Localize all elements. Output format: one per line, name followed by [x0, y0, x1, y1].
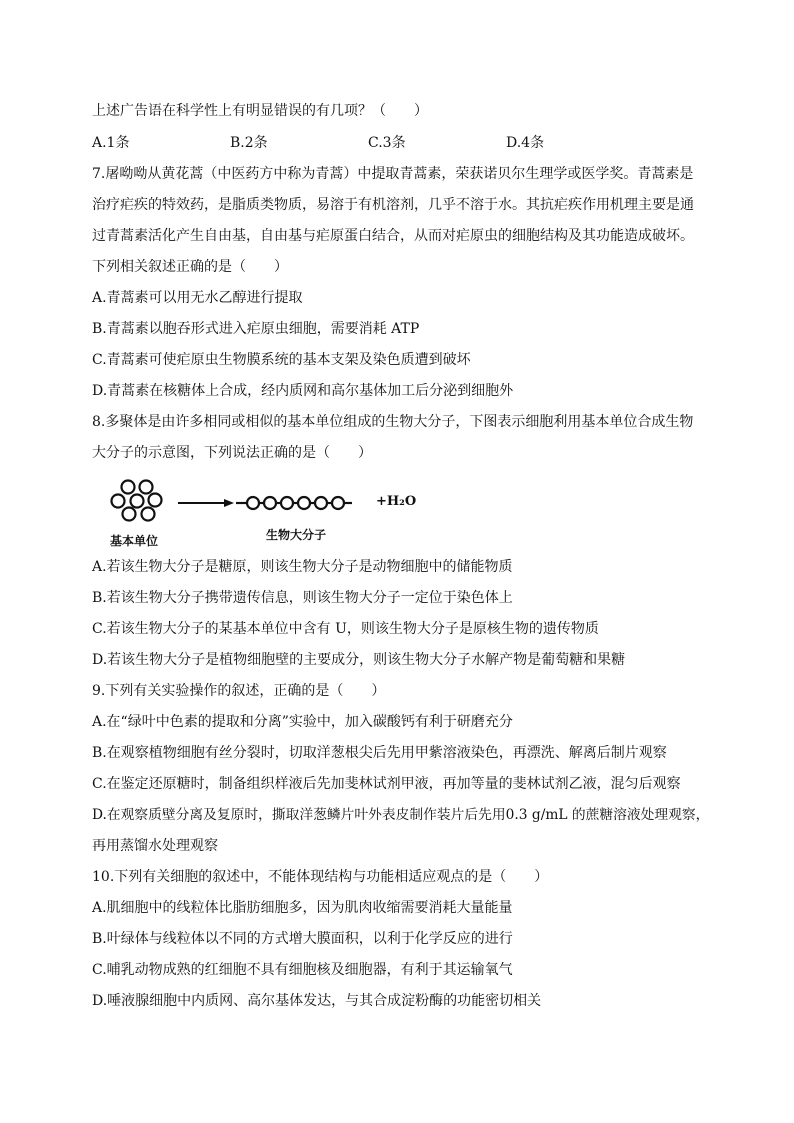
q7-option-d: D.青蒿素在核糖体上合成，经内质网和高尔基体加工后分泌到细胞外 [92, 383, 514, 399]
q7-stem-line-1: 7.屠呦呦从黄花蒿（中医药方中称为青蒿）中提取青蒿素，荣获诺贝尔生理学或医学奖。青蒿素是 [92, 166, 694, 182]
q9-stem: 9.下列有关实验操作的叙述，正确的是（ ） [92, 683, 386, 699]
q10-stem: 10.下列有关细胞的叙述中，不能体现结构与功能相适应观点的是（ ） [92, 869, 549, 885]
q9-option-d: D.在观察质壁分离及复原时，撕取洋葱鳞片叶外表皮制作装片后先用0.3 g/mL 的蔗糖溶液处理观察， [92, 807, 710, 823]
q7-option-a: A.青蒿素可以用无水乙醇进行提取 [92, 290, 303, 306]
q9-option-b: B.在观察植物细胞有丝分裂时，切取洋葱根尖后先用甲紫溶液染色，再漂洗、解离后制片观察 [92, 745, 667, 761]
q9-option-d-continued: 再用蒸馏水处理观察 [92, 838, 218, 854]
polymer-chain [236, 497, 352, 509]
q6-option-b: B.2条 [230, 135, 268, 151]
q8-option-a: A.若该生物大分子是糖原，则该生物大分子是动物细胞中的储能物质 [92, 559, 513, 575]
q8-option-d: D.若该生物大分子是植物细胞壁的主要成分，则该生物大分子水解产物是葡萄糖和果糖 [92, 652, 626, 668]
q10-option-d: D.唾液腺细胞中内质网、高尔基体发达，与其合成淀粉酶的功能密切相关 [92, 993, 542, 1009]
monomer-circle [142, 508, 155, 521]
polymer-circle [281, 497, 293, 509]
monomer-circle [112, 495, 125, 508]
monomer-circle [123, 508, 136, 521]
q7-stem-line-3: 过青蒿素活化产生自由基，自由基与疟原蛋白结合，从而对疟原虫的细胞结构及其功能造成破坏。 [92, 228, 694, 244]
monomer-label: 基本单位 [110, 534, 159, 548]
q7-option-c: C.青蒿素可使疟原虫生物膜系统的基本支架及染色质遭到破坏 [92, 352, 471, 368]
q8-stem-line-1: 8.多聚体是由许多相同或相似的基本单位组成的生物大分子，下图表示细胞利用基本单位合成生物 [92, 414, 694, 430]
q7-stem-line-2: 治疗疟疾的特效药，是脂质类物质，易溶于有机溶剂，几乎不溶于水。其抗疟疾作用机理主要是通 [92, 197, 694, 213]
q6-option-d: D.4条 [506, 135, 545, 151]
q10-option-c: C.哺乳动物成熟的红细胞不具有细胞核及细胞器，有利于其运输氧气 [92, 962, 513, 978]
q7-stem-line-4: 下列相关叙述正确的是（ ） [92, 259, 288, 275]
polymer-label: 生物大分子 [266, 528, 327, 542]
reaction-arrow [178, 499, 234, 507]
polymer-circle [247, 497, 259, 509]
polymer-circle [315, 497, 327, 509]
monomer-circle [122, 481, 135, 494]
q6-option-a: A.1条 [92, 135, 130, 151]
monomer-circle [140, 481, 153, 494]
polymer-circle [332, 497, 344, 509]
monomer-cluster [112, 481, 162, 521]
polymerization-diagram [108, 476, 438, 556]
q8-option-b: B.若该生物大分子携带遗传信息，则该生物大分子一定位于染色体上 [92, 590, 513, 606]
polymer-circle [298, 497, 310, 509]
q10-option-b: B.叶绿体与线粒体以不同的方式增大膜面积，以利于化学反应的进行 [92, 931, 513, 947]
monomer-circle [149, 494, 162, 507]
q8-option-c: C.若该生物大分子的某基本单位中含有 U，则该生物大分子是原核生物的遗传物质 [92, 621, 599, 637]
q6-options [92, 133, 714, 153]
water-product-label: +H₂O [376, 494, 417, 509]
polymer-circle [264, 497, 276, 509]
q9-option-a: A.在“绿叶中色素的提取和分离”实验中，加入碳酸钙有利于研磨充分 [92, 714, 513, 730]
q9-option-c: C.在鉴定还原糖时，制备组织样液后先加斐林试剂甲液，再加等量的斐林试剂乙液，混匀后观察 [92, 776, 681, 792]
q6-stem: 上述广告语在科学性上有明显错误的有几项？（ ） [92, 103, 428, 119]
q10-option-a: A.肌细胞中的线粒体比脂肪细胞多，因为肌肉收缩需要消耗大量能量 [92, 900, 513, 916]
q6-option-c: C.3条 [368, 135, 406, 151]
monomer-circle [131, 495, 144, 508]
q8-stem-line-2: 大分子的示意图，下列说法正确的是（ ） [92, 445, 372, 461]
q7-option-b: B.青蒿素以胞吞形式进入疟原虫细胞，需要消耗 ATP [92, 321, 420, 337]
